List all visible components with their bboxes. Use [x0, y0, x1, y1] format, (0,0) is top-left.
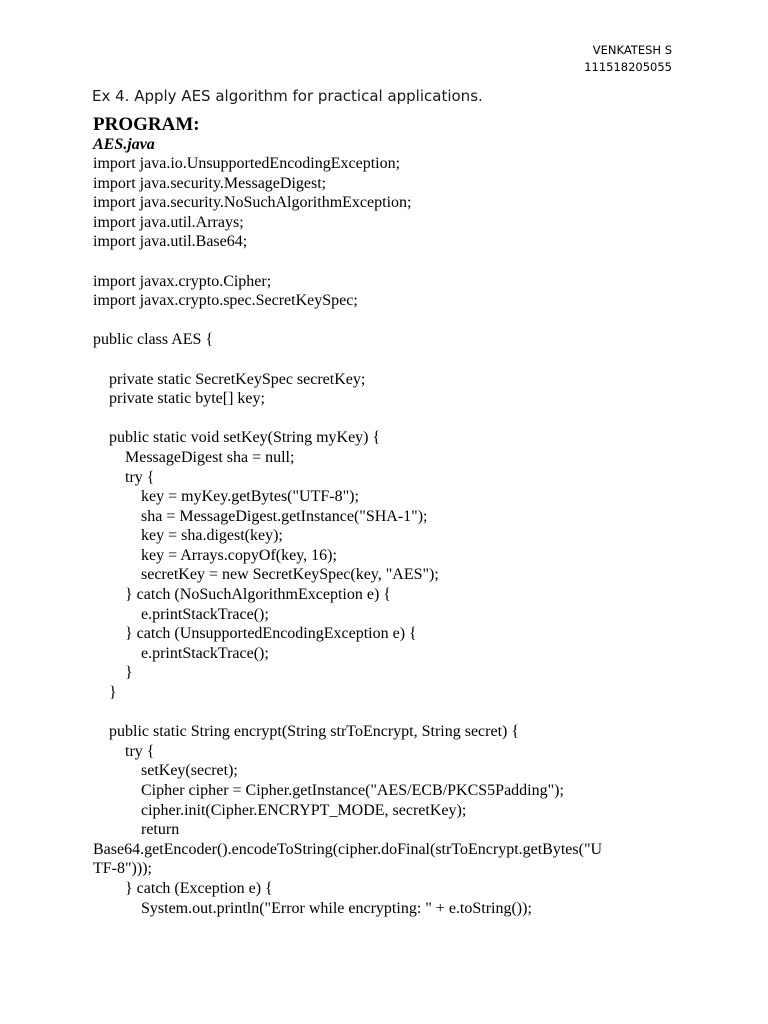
code-line: } — [93, 684, 117, 702]
code-line: } — [93, 664, 133, 682]
code-line — [93, 703, 713, 723]
code-line: import javax.crypto.spec.SecretKeySpec; — [93, 292, 358, 310]
code-line: public static String encrypt(String strToEncrypt, String secret) { — [93, 723, 520, 741]
file-name: AES.java — [93, 136, 155, 153]
code-line: cipher.init(Cipher.ENCRYPT_MODE, secretKey); — [93, 801, 467, 819]
code-line — [93, 409, 713, 429]
code-line — [93, 350, 713, 370]
code-line: public static void setKey(String myKey) { — [93, 429, 381, 447]
author-block — [584, 42, 672, 76]
code-line: key = Arrays.copyOf(key, 16); — [93, 546, 337, 564]
code-line: try { — [93, 742, 155, 760]
code-line: return — [93, 821, 180, 839]
author-id: 111518205055 — [584, 60, 672, 74]
code-line: } catch (Exception e) { — [93, 879, 273, 897]
code-line: } catch (UnsupportedEncodingException e) { — [93, 625, 417, 643]
code-line: TF-8"))); — [93, 860, 152, 878]
code-line — [93, 252, 713, 272]
code-line: key = myKey.getBytes("UTF-8"); — [93, 488, 359, 506]
code-line: key = sha.digest(key); — [93, 527, 283, 545]
code-line: import java.util.Base64; — [93, 233, 248, 251]
code-listing — [93, 154, 713, 918]
code-line: setKey(secret); — [93, 762, 238, 780]
code-line: } catch (NoSuchAlgorithmException e) { — [93, 586, 391, 604]
code-line: e.printStackTrace(); — [93, 605, 269, 623]
code-line: sha = MessageDigest.getInstance("SHA-1"); — [93, 507, 428, 525]
code-line: Base64.getEncoder().encodeToString(cipher.doFinal(strToEncrypt.getBytes("U — [93, 840, 603, 858]
code-line — [93, 311, 713, 331]
code-line: import java.io.UnsupportedEncodingException; — [93, 155, 401, 172]
code-line: import java.util.Arrays; — [93, 213, 244, 231]
code-line: private static byte[] key; — [93, 390, 265, 408]
code-line: public class AES { — [93, 331, 214, 349]
code-line: import javax.crypto.Cipher; — [93, 272, 272, 290]
code-line: Cipher cipher = Cipher.getInstance("AES/ECB/PKCS5Padding"); — [93, 782, 564, 799]
code-line: try { — [93, 468, 155, 486]
program-heading: PROGRAM: — [93, 114, 200, 135]
code-line: secretKey = new SecretKeySpec(key, "AES"); — [93, 566, 439, 584]
exercise-title: Ex 4. Apply AES algorithm for practical applications. — [92, 87, 483, 105]
code-line: private static SecretKeySpec secretKey; — [93, 370, 366, 388]
code-line: import java.security.MessageDigest; — [93, 174, 327, 192]
code-line: System.out.println("Error while encrypting: " + e.toString()); — [93, 899, 532, 917]
code-line: MessageDigest sha = null; — [93, 448, 295, 466]
code-line: import java.security.NoSuchAlgorithmException; — [93, 194, 412, 212]
code-line: e.printStackTrace(); — [93, 644, 269, 662]
author-name: VENKATESH S — [592, 43, 672, 57]
